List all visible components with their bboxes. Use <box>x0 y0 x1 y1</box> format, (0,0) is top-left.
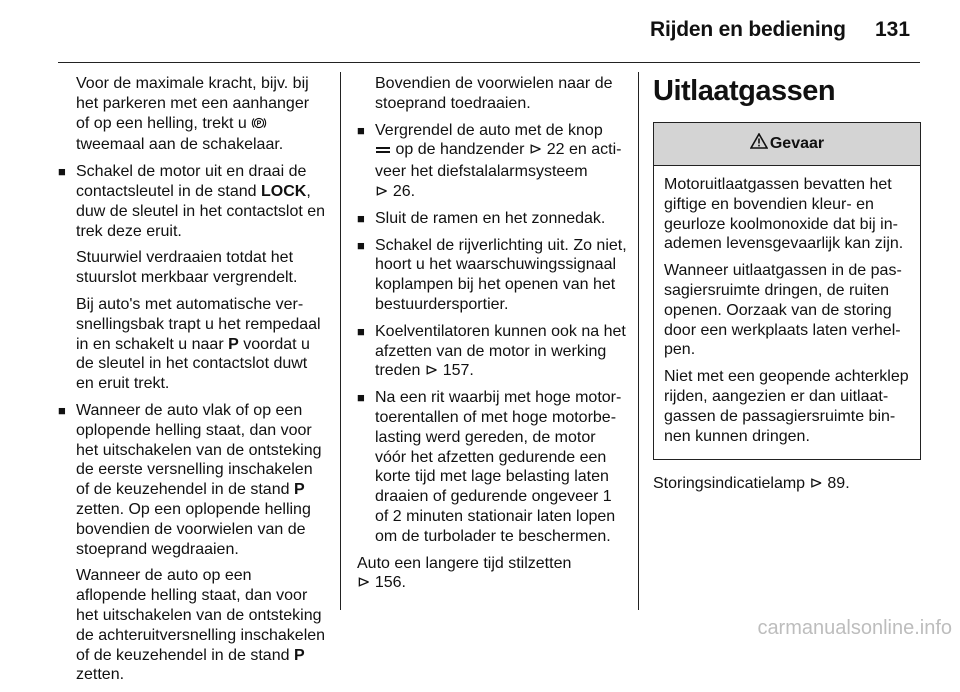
square-bullet: ■ <box>357 122 365 138</box>
square-bullet: ■ <box>58 402 66 418</box>
square-bullet: ■ <box>357 390 365 406</box>
warning-title: Gevaar <box>769 135 825 153</box>
page-number: 131 <box>875 18 911 41</box>
warning-body: Motoruitlaatgassen bevatten het giftige en bovendien kleur- en geurloze koolmonoxide dat bij inademen levensgevaarlijk kan zijn. Wanneer uitlaatgassen in de passagiersruimte dringen, de ruiten openen. Oorzaak van de storing door een werkplaats laten verhelpen. Niet met een geopende achterklep rijden, aangezien er dan uitlaatgassen de passagiersruimte binnen kunnen dringen. <box>664 176 909 445</box>
reference-arrow-icon: ⊳ <box>528 141 543 159</box>
column-2 <box>357 74 627 600</box>
square-bullet: ■ <box>58 164 66 180</box>
parking-brake-icon <box>251 116 267 136</box>
bullet-item: ■ Schakel de rijverlichting uit. Zo niet, hoort u het waarschuwingssignaal koplampen bij het openen van het bestuurdersportier. <box>357 236 627 313</box>
header-rule <box>58 62 920 63</box>
square-bullet: ■ <box>357 323 365 339</box>
bullet-subparagraph: Stuurwiel verdraaien totdat het stuurslot merkbaar vergrendelt. <box>76 249 298 287</box>
bullet-item: ■ Wanneer de auto vlak of op een oplopende helling staat, dan voor het uitschakelen van de ontsteking de eerste versnelling inschakelen of de keuzehendel in de stand P zetten. Op een oplopende helling bovendien de voorwielen van de stoeprand wegdraaien. Wanneer de auto op een aflopende helling staat, dan voor het uitschakelen van de ontsteking de achteruitversnelling inschakelen of de keuzehendel in de stand P zetten. <box>58 401 326 684</box>
reference-arrow-icon: ⊳ <box>357 574 371 592</box>
reference-paragraph: Auto een langere tijd stilzetten ⊳ 156. <box>357 554 572 592</box>
bullet-subparagraph: Bij auto's met automatische versnellingsbak trapt u het rempedaal in en schakelt u naar P voordat u de sleutel in het contactslot duwt en eruit trekt. <box>76 295 321 393</box>
lock-button-icon <box>375 142 391 162</box>
bullet-item: ■ Na een rit waarbij met hoge motortoerentallen of met hoge motorbelasting werd gereden, de motor vóór het afzetten gedurende een korte tijd met lage belasting laten draaien of gedurende ongeveer 1 of 2 minuten stationair laten lopen om de turbolader te beschermen. <box>357 389 622 545</box>
bullet-item: ■ Sluit de ramen en het zonnedak. <box>357 209 606 227</box>
watermark: carmanualsonline.info <box>757 617 952 639</box>
column-divider-1 <box>340 72 341 610</box>
bullet-subparagraph: Wanneer de auto op een aflopende helling staat, dan voor het uitschakelen van de ontsteking de achteruitversnelling inschakelen of de keuzehendel in de stand P zetten. <box>76 567 326 684</box>
warning-triangle-icon <box>750 133 770 155</box>
reference-arrow-icon: ⊳ <box>809 475 823 493</box>
square-bullet: ■ <box>357 237 365 253</box>
bullet-item: ■ Koelventilatoren kunnen ook na het afzetten van de motor in werking treden ⊳ 157. <box>357 322 626 380</box>
reference-arrow-icon: ⊳ <box>424 362 439 380</box>
section-title: Uitlaatgassen <box>653 75 836 107</box>
reference-arrow-icon: ⊳ <box>375 182 389 200</box>
bullet-item: ■ Vergrendel de auto met de knop op de handzender ⊳ 22 en activeer het diefstalalarmsysteem ⊳ 26. <box>357 121 622 200</box>
continued-paragraph: Bovendien de voorwielen naar de stoeprand toedraaien. <box>375 75 613 112</box>
column-divider-2 <box>638 72 639 610</box>
svg-text:P: P <box>256 120 262 128</box>
running-header-title: Rijden en bediening <box>650 18 846 41</box>
bullet-item: ■ Schakel de motor uit en draai de contactsleutel in de stand LOCK, duw de sleutel in het contactslot en trek deze eruit. Stuurwiel verdraaien totdat het stuurslot merkbaar vergrendelt. Bij auto's met automatische versnellingsbak trapt u het rempedaal in en schakelt u naar P voordat u de sleutel in het contactslot duwt en eruit trekt. <box>58 163 326 393</box>
square-bullet: ■ <box>357 210 365 226</box>
warning-box <box>653 122 921 460</box>
reference-paragraph: Storingsindicatielamp ⊳ 89. <box>653 475 850 493</box>
column-3 <box>653 74 921 501</box>
warning-header <box>654 123 920 166</box>
intro-paragraph: Voor de maximale kracht, bijv. bij het parkeren met een aanhanger of op een helling, trekt u P tweemaal aan de schakelaar. <box>76 75 310 154</box>
column-1 <box>58 74 326 692</box>
